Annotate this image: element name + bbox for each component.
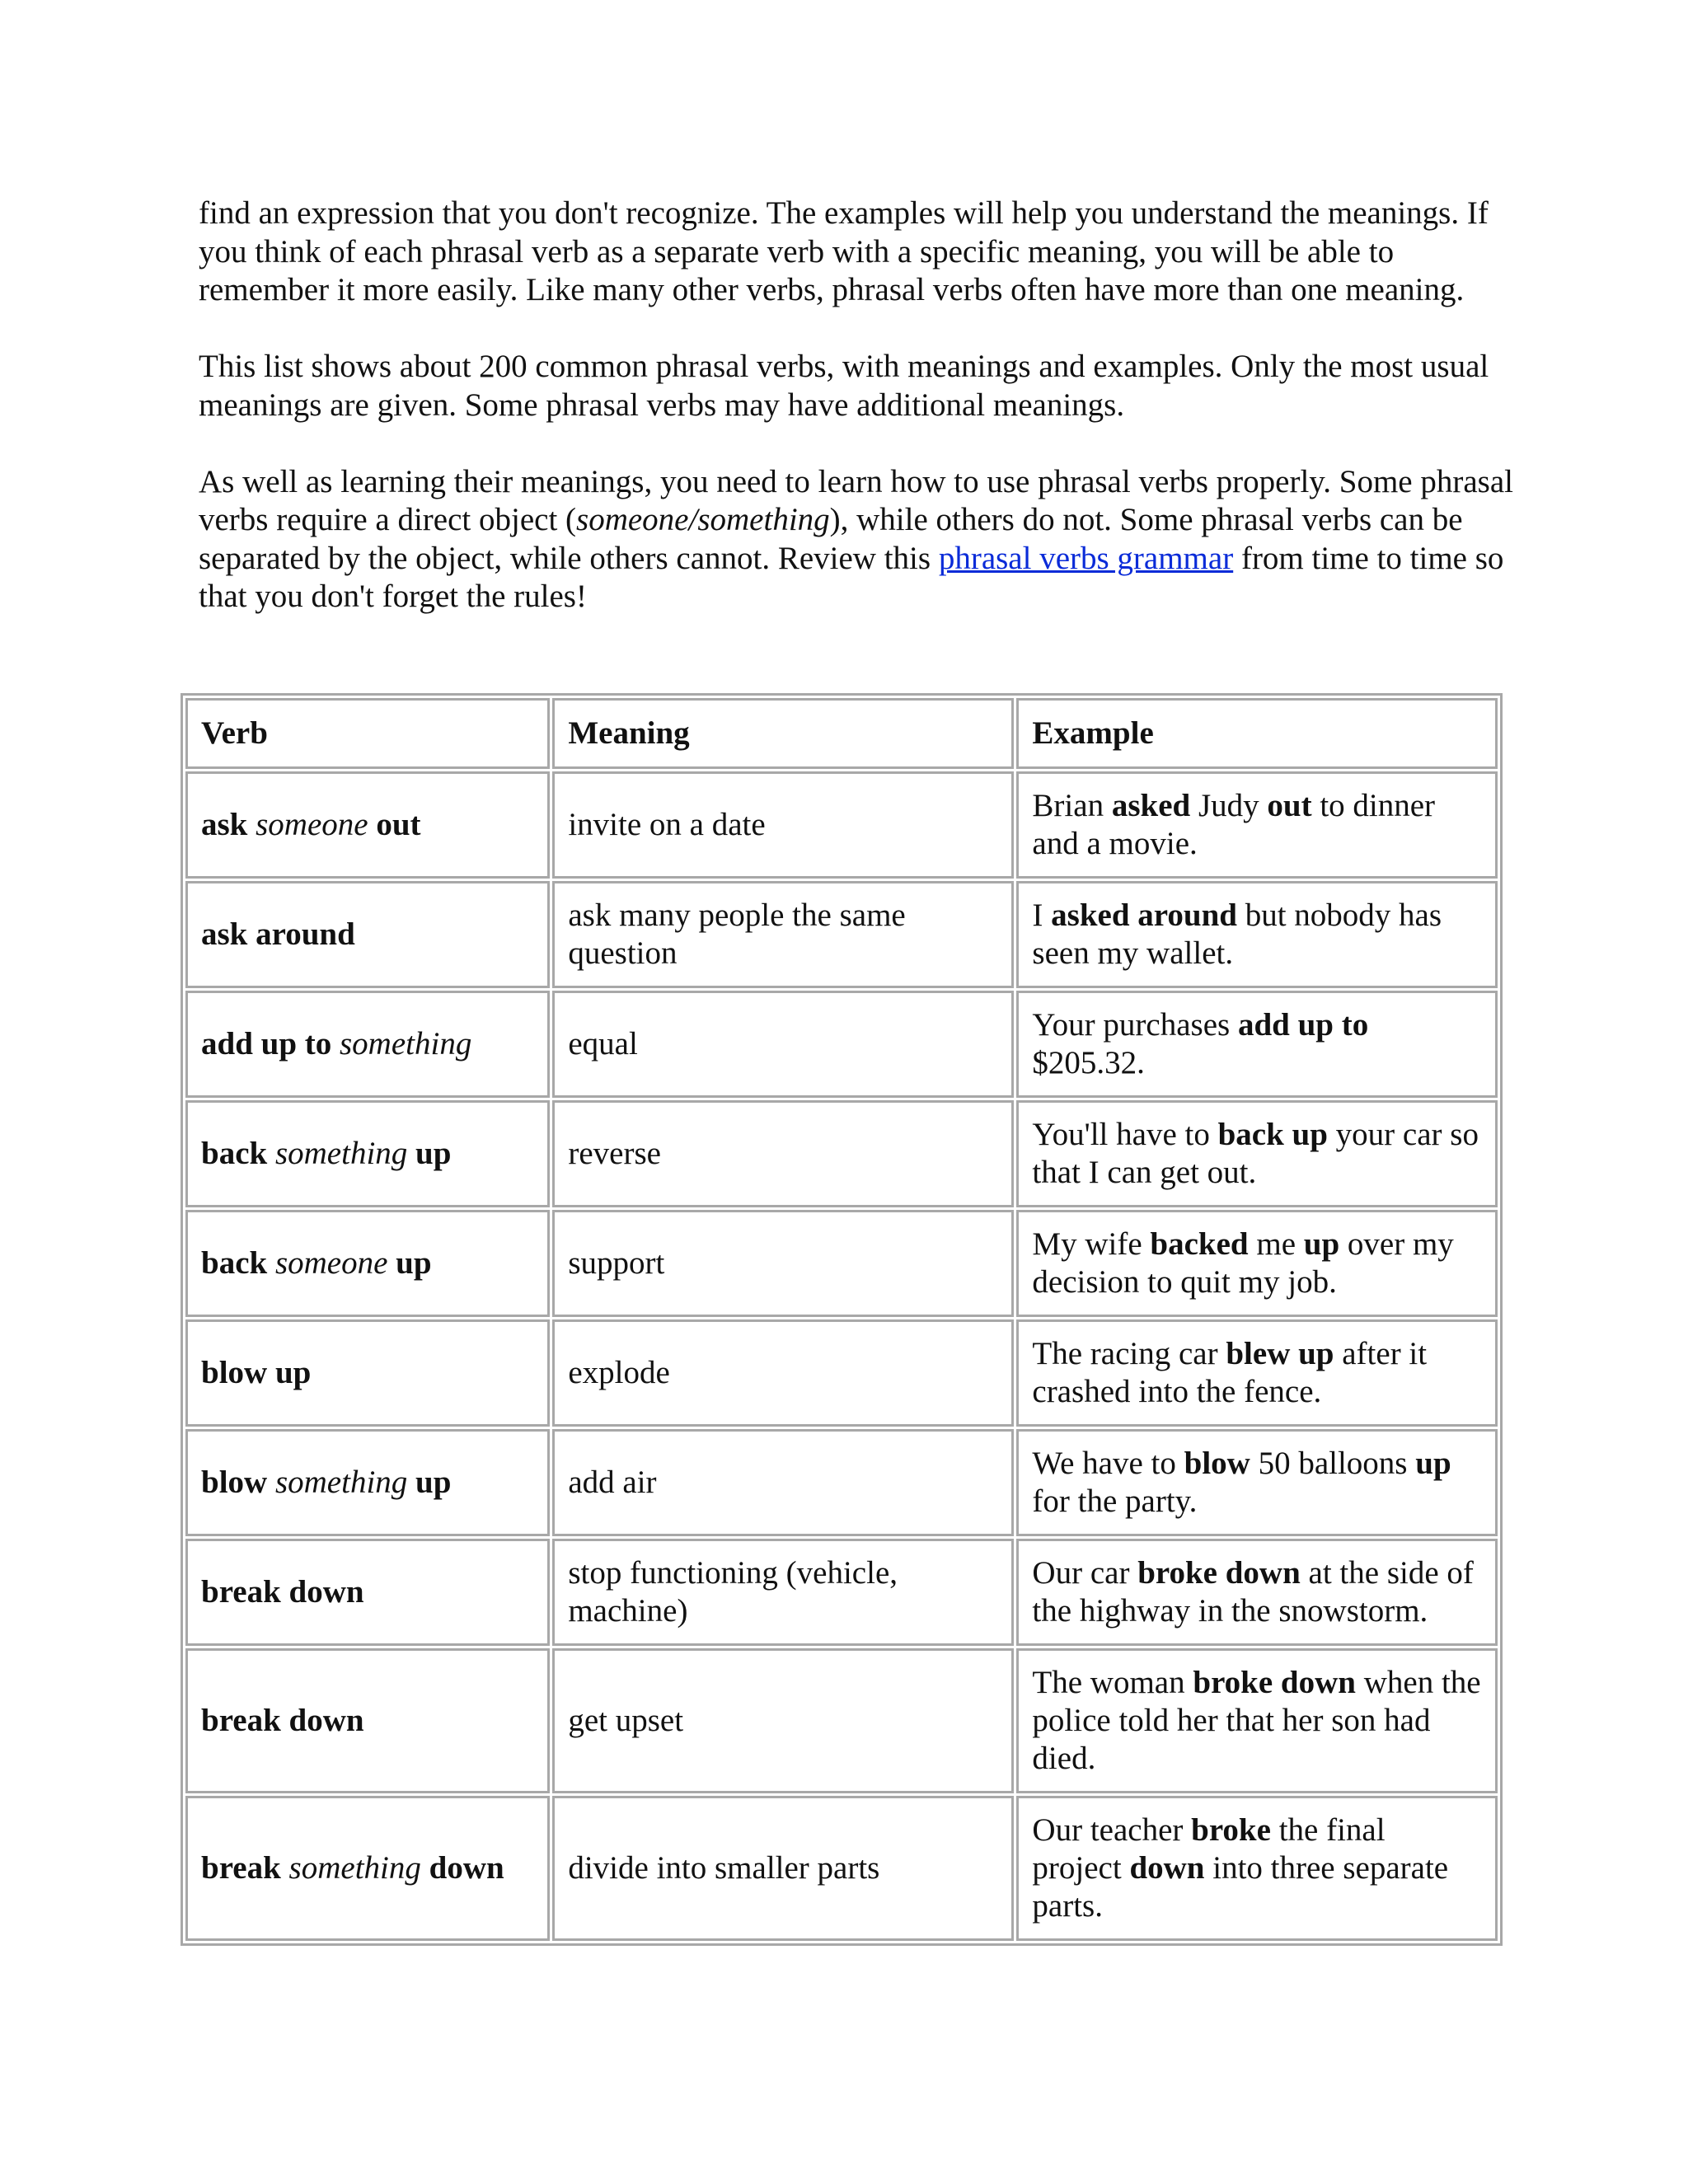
text-run: up <box>415 1136 452 1171</box>
example-cell <box>1016 881 1498 988</box>
text-run: out <box>1267 788 1312 823</box>
verb-cell <box>185 1796 550 1941</box>
text-run: break down <box>201 1574 364 1610</box>
text-run: add up to <box>201 1026 332 1062</box>
verb-cell <box>185 771 550 879</box>
text-run: We have to <box>1032 1446 1184 1481</box>
table-row <box>185 1210 1498 1317</box>
text-run: out <box>376 807 421 842</box>
verb-cell <box>185 1429 550 1536</box>
text-run <box>407 1136 415 1171</box>
text-run: into three separate parts. <box>1032 1850 1449 1924</box>
verb-cell <box>185 1648 550 1793</box>
text-run: backed <box>1150 1226 1249 1262</box>
meaning-cell: ask many people the same question <box>552 881 1014 988</box>
text-run: something <box>340 1026 472 1062</box>
intro-p3-part-b: ), while others do not. Some phrasal verbs can be separated by the object, while others cannot. Review this <box>199 502 1463 576</box>
example-cell <box>1016 771 1498 879</box>
table-row <box>185 881 1498 988</box>
text-run <box>368 807 377 842</box>
text-run: but nobody has seen my wallet. <box>1032 898 1442 971</box>
text-run: broke down <box>1193 1665 1356 1700</box>
text-run: You'll have to <box>1032 1117 1218 1152</box>
table-row <box>185 1429 1498 1536</box>
meaning-cell: explode <box>552 1319 1014 1427</box>
example-cell <box>1016 1319 1498 1427</box>
phrasal-verbs-table <box>181 693 1503 1946</box>
intro-p3-part-a: As well as learning their meanings, you need to learn how to use phrasal verbs properly. Some phrasal verbs require a direct object ( <box>199 463 1513 537</box>
text-run: blew up <box>1226 1336 1334 1371</box>
text-run: blow up <box>201 1355 312 1390</box>
meaning-cell: get upset <box>552 1648 1014 1793</box>
text-run <box>281 1850 289 1886</box>
text-run <box>407 1465 415 1500</box>
example-cell <box>1016 1429 1498 1536</box>
header-verb: Verb <box>185 698 550 769</box>
text-run: when the police told her that her son had died. <box>1032 1665 1481 1776</box>
text-run: Judy <box>1190 788 1268 823</box>
text-run: down <box>1129 1850 1205 1886</box>
text-run: something <box>274 1465 408 1500</box>
example-cell <box>1016 1539 1498 1646</box>
text-run: asked around <box>1051 898 1237 933</box>
meaning-cell: reverse <box>552 1100 1014 1207</box>
example-cell <box>1016 1648 1498 1793</box>
intro-paragraph-2: This list shows about 200 common phrasal verbs, with meanings and examples. Only the most usual meanings are given. Some phrasal verbs may have additional meanings. <box>199 349 1489 423</box>
text-run: back <box>201 1136 268 1171</box>
text-run <box>247 807 256 842</box>
table-row <box>185 1539 1498 1646</box>
text-run: Our car <box>1032 1555 1138 1591</box>
text-run: blow <box>201 1465 268 1500</box>
table-header-row <box>185 698 1498 769</box>
text-run: add up to <box>1237 1007 1369 1043</box>
verb-cell <box>185 881 550 988</box>
text-run: someone <box>256 807 368 842</box>
text-run: up <box>1415 1446 1451 1481</box>
table-row <box>185 1100 1498 1207</box>
verb-cell <box>185 1210 550 1317</box>
text-run: blow <box>1184 1446 1250 1481</box>
header-meaning: Meaning <box>552 698 1014 769</box>
intro-paragraph-3 <box>199 463 1517 616</box>
intro-paragraph-1: find an expression that you don't recognize. The examples will help you understand the meanings. If you think of each phrasal verb as a separate verb with a specific meaning, you will be able to remember it more easily. Like many other verbs, phrasal verbs often have more than one meaning. <box>199 195 1489 307</box>
text-run <box>331 1026 340 1062</box>
text-run: something <box>288 1850 421 1886</box>
text-run: back <box>201 1245 268 1281</box>
example-cell <box>1016 1100 1498 1207</box>
text-run: $205.32. <box>1032 1045 1145 1080</box>
text-run: ask <box>201 807 248 842</box>
text-run: after it crashed into the fence. <box>1032 1336 1428 1409</box>
text-run: the final project <box>1032 1812 1386 1886</box>
verb-cell <box>185 1100 550 1207</box>
text-run: The racing car <box>1032 1336 1226 1371</box>
table-row <box>185 1648 1498 1793</box>
text-run: Our teacher <box>1032 1812 1192 1848</box>
example-cell <box>1016 1210 1498 1317</box>
text-run <box>387 1245 396 1281</box>
table-row <box>185 1796 1498 1941</box>
meaning-cell: invite on a date <box>552 771 1014 879</box>
text-run: for the party. <box>1032 1483 1198 1519</box>
meaning-cell: stop functioning (vehicle, machine) <box>552 1539 1014 1646</box>
text-run <box>421 1850 429 1886</box>
text-run: I <box>1032 898 1052 933</box>
text-run: asked <box>1111 788 1191 823</box>
text-run: Your purchases <box>1032 1007 1238 1043</box>
meaning-cell: add air <box>552 1429 1014 1536</box>
text-run <box>267 1245 275 1281</box>
meaning-cell: divide into smaller parts <box>552 1796 1014 1941</box>
text-run: break down <box>201 1703 364 1738</box>
text-run: something <box>274 1136 408 1171</box>
table-row <box>185 991 1498 1098</box>
example-cell <box>1016 991 1498 1098</box>
text-run: Brian <box>1032 788 1112 823</box>
table-row <box>185 1319 1498 1427</box>
text-run: ask around <box>201 916 355 952</box>
text-run: down <box>429 1850 504 1886</box>
meaning-cell: support <box>552 1210 1014 1317</box>
text-run: 50 balloons <box>1250 1446 1416 1481</box>
text-run: up <box>1303 1226 1340 1262</box>
verb-cell <box>185 991 550 1098</box>
intro-p3-italic: someone/something <box>576 502 830 537</box>
text-run: broke down <box>1137 1555 1301 1591</box>
table-row <box>185 771 1498 879</box>
text-run <box>267 1136 275 1171</box>
intro-text <box>199 194 1517 654</box>
text-run: me <box>1248 1226 1304 1262</box>
text-run: broke <box>1191 1812 1271 1848</box>
text-run: back up <box>1217 1117 1328 1152</box>
phrasal-verbs-grammar-link[interactable]: phrasal verbs grammar <box>938 540 1234 576</box>
header-example: Example <box>1016 698 1498 769</box>
text-run: break <box>201 1850 281 1886</box>
verb-cell <box>185 1539 550 1646</box>
verb-cell <box>185 1319 550 1427</box>
text-run: up <box>415 1465 452 1500</box>
text-run: My wife <box>1032 1226 1151 1262</box>
text-run: The woman <box>1032 1665 1193 1700</box>
text-run: someone <box>274 1245 388 1281</box>
example-cell <box>1016 1796 1498 1941</box>
text-run <box>267 1465 275 1500</box>
text-run: your car so that I can get out. <box>1032 1117 1479 1190</box>
text-run: over my decision to quit my job. <box>1032 1226 1454 1300</box>
meaning-cell: equal <box>552 991 1014 1098</box>
intro-p3-part-c: from time to time so that you don't forget the rules! <box>199 540 1504 614</box>
text-run: at the side of the highway in the snowstorm. <box>1032 1555 1474 1629</box>
text-run: up <box>396 1245 432 1281</box>
text-run: to dinner and a movie. <box>1032 788 1436 861</box>
